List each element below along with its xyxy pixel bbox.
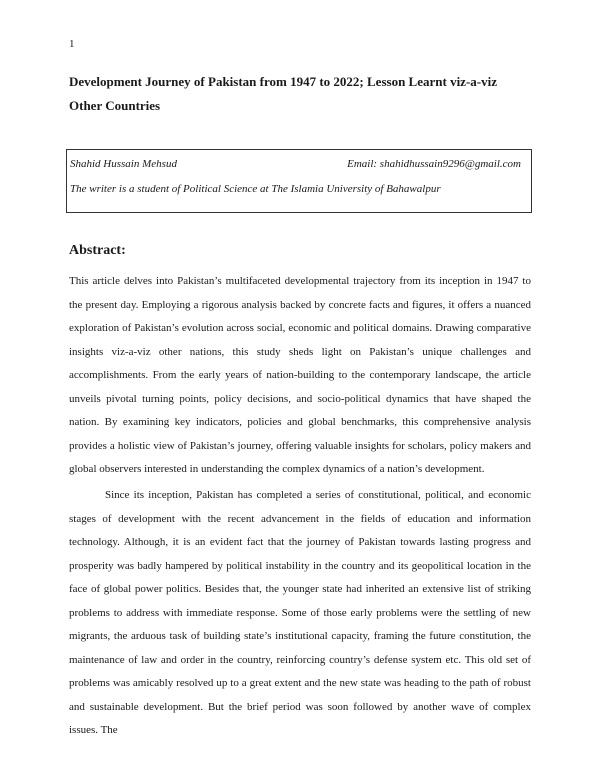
author-row (70, 158, 521, 170)
page-number: 1 (69, 38, 75, 50)
author-name: Shahid Hussain Mehsud (70, 158, 177, 170)
abstract-paragraph: This article delves into Pakistan’s multifaceted developmental trajectory from its inception in 1947 to the present day. Employing a rigorous analysis backed by concrete facts and figures, it offers a nuanced exploration of Pakistan’s evolution across social, economic and political domains. Drawing comparative insights viz-a-viz other nations, this study sheds light on Pakistan’s unique challenges and accomplishments. From the early years of nation-building to the contemporary landscape, the article unveils pivotal turning points, policy decisions, and socio-political dynamics that have shaped the nation. By examining key indicators, policies and global benchmarks, this comprehensive analysis provides a holistic view of Pakistan’s journey, offering valuable insights for scholars, policy makers and global observers interested in understanding the complex dynamics of a nation’s development. (69, 275, 531, 475)
author-info-box (66, 149, 532, 213)
abstract-heading: Abstract: (69, 243, 126, 258)
paper-title: Development Journey of Pakistan from 1947 to 2022; Lesson Learnt viz-a-viz Other Countries (69, 74, 497, 113)
body-paragraph: Since its inception, Pakistan has completed a series of constitutional, political, and economic stages of development with the recent advancement in the fields of education and information technology. Although, it is an evident fact that the journey of Pakistan towards lasting progress and prosperity was badly hampered by political instability in the country and its geopolitical location in the face of global power politics. Besides that, the younger state had inherited an extensive list of striking problems to address with immediate response. Some of those early problems were the settling of new migrants, the arduous task of building state’s institutional capacity, framing the future constitution, the maintenance of law and order in the country, reinforcing country’s defense system etc. This old set of problems was amicably resolved up to a great extent and the new state was heading to the path of robust and sustainable development. But the brief period was soon followed by another wave of complex issues. The (69, 489, 531, 736)
author-affiliation: The writer is a student of Political Science at The Islamia University of Bahawalpur (70, 183, 441, 195)
author-email: Email: shahidhussain9296@gmail.com (347, 158, 521, 170)
